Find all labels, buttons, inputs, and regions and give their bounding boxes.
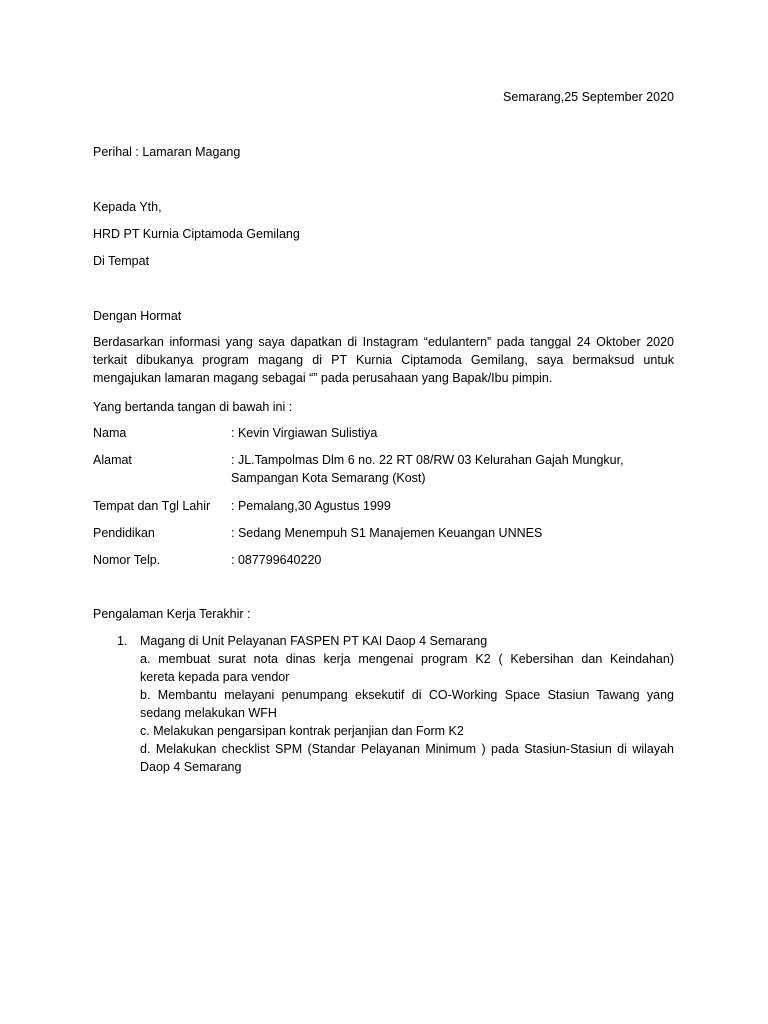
task-a-line-1: a. membuat surat nota dinas kerja mengenai program K2 ( Kebersihan dan Keindahan): [140, 652, 674, 666]
name-value: : Kevin Virgiawan Sulistiya: [231, 426, 378, 440]
education-value: : Sedang Menempuh S1 Manajemen Keuangan UNNES: [231, 526, 543, 540]
greeting: Dengan Hormat: [93, 309, 182, 323]
name-label: Nama: [93, 426, 127, 440]
task-b-line-2: sedang melakukan WFH: [140, 706, 277, 720]
task-c-line-1: c. Melakukan pengarsipan kontrak perjanjian dan Form K2: [140, 724, 464, 738]
experience-item-title: Magang di Unit Pelayanan FASPEN PT KAI Daop 4 Semarang: [140, 634, 488, 648]
education-label: Pendidikan: [93, 526, 155, 540]
address-value-line-1: : JL.Tampolmas Dlm 6 no. 22 RT 08/RW 03 Kelurahan Gajah Mungkur,: [231, 453, 624, 467]
birth-label: Tempat dan Tgl Lahir: [93, 499, 211, 513]
phone-label: Nomor Telp.: [93, 553, 161, 567]
subject-line: Perihal : Lamaran Magang: [93, 145, 241, 159]
task-d-line-2: Daop 4 Semarang: [140, 760, 242, 774]
recipient-salutation: Kepada Yth,: [93, 200, 162, 214]
address-label: Alamat: [93, 453, 132, 467]
experience-heading: Pengalaman Kerja Terakhir :: [93, 607, 251, 621]
birth-value: : Pemalang,30 Agustus 1999: [231, 499, 391, 513]
phone-value: : 087799640220: [231, 553, 322, 567]
recipient-company: HRD PT Kurnia Ciptamoda Gemilang: [93, 227, 300, 241]
task-b-line-1: b. Membantu melayani penumpang eksekutif di CO-Working Space Stasiun Tawang yang: [140, 688, 674, 702]
task-d-line-1: d. Melakukan checklist SPM (Standar Pelayanan Minimum ) pada Stasiun-Stasiun di wilayah: [140, 742, 674, 756]
place-date: Semarang,25 September 2020: [503, 90, 674, 104]
body-paragraph-line-3: mengajukan lamaran magang sebagai “” pada perusahaan yang Bapak/Ibu pimpin.: [93, 371, 553, 385]
recipient-place: Di Tempat: [93, 254, 150, 268]
address-value-line-2: Sampangan Kota Semarang (Kost): [231, 471, 426, 485]
body-paragraph-line-1: Berdasarkan informasi yang saya dapatkan di Instagram “edulantern” pada tanggal 24 Oktober 2020: [93, 335, 674, 349]
body-paragraph-line-2: terkait dibukanya program magang di PT Kurnia Ciptamoda Gemilang, saya bermaksud untuk: [93, 353, 674, 367]
intro-text: Yang bertanda tangan di bawah ini :: [93, 400, 293, 414]
experience-item-number: 1.: [117, 634, 128, 648]
task-a-line-2: kereta kepada para vendor: [140, 670, 290, 684]
